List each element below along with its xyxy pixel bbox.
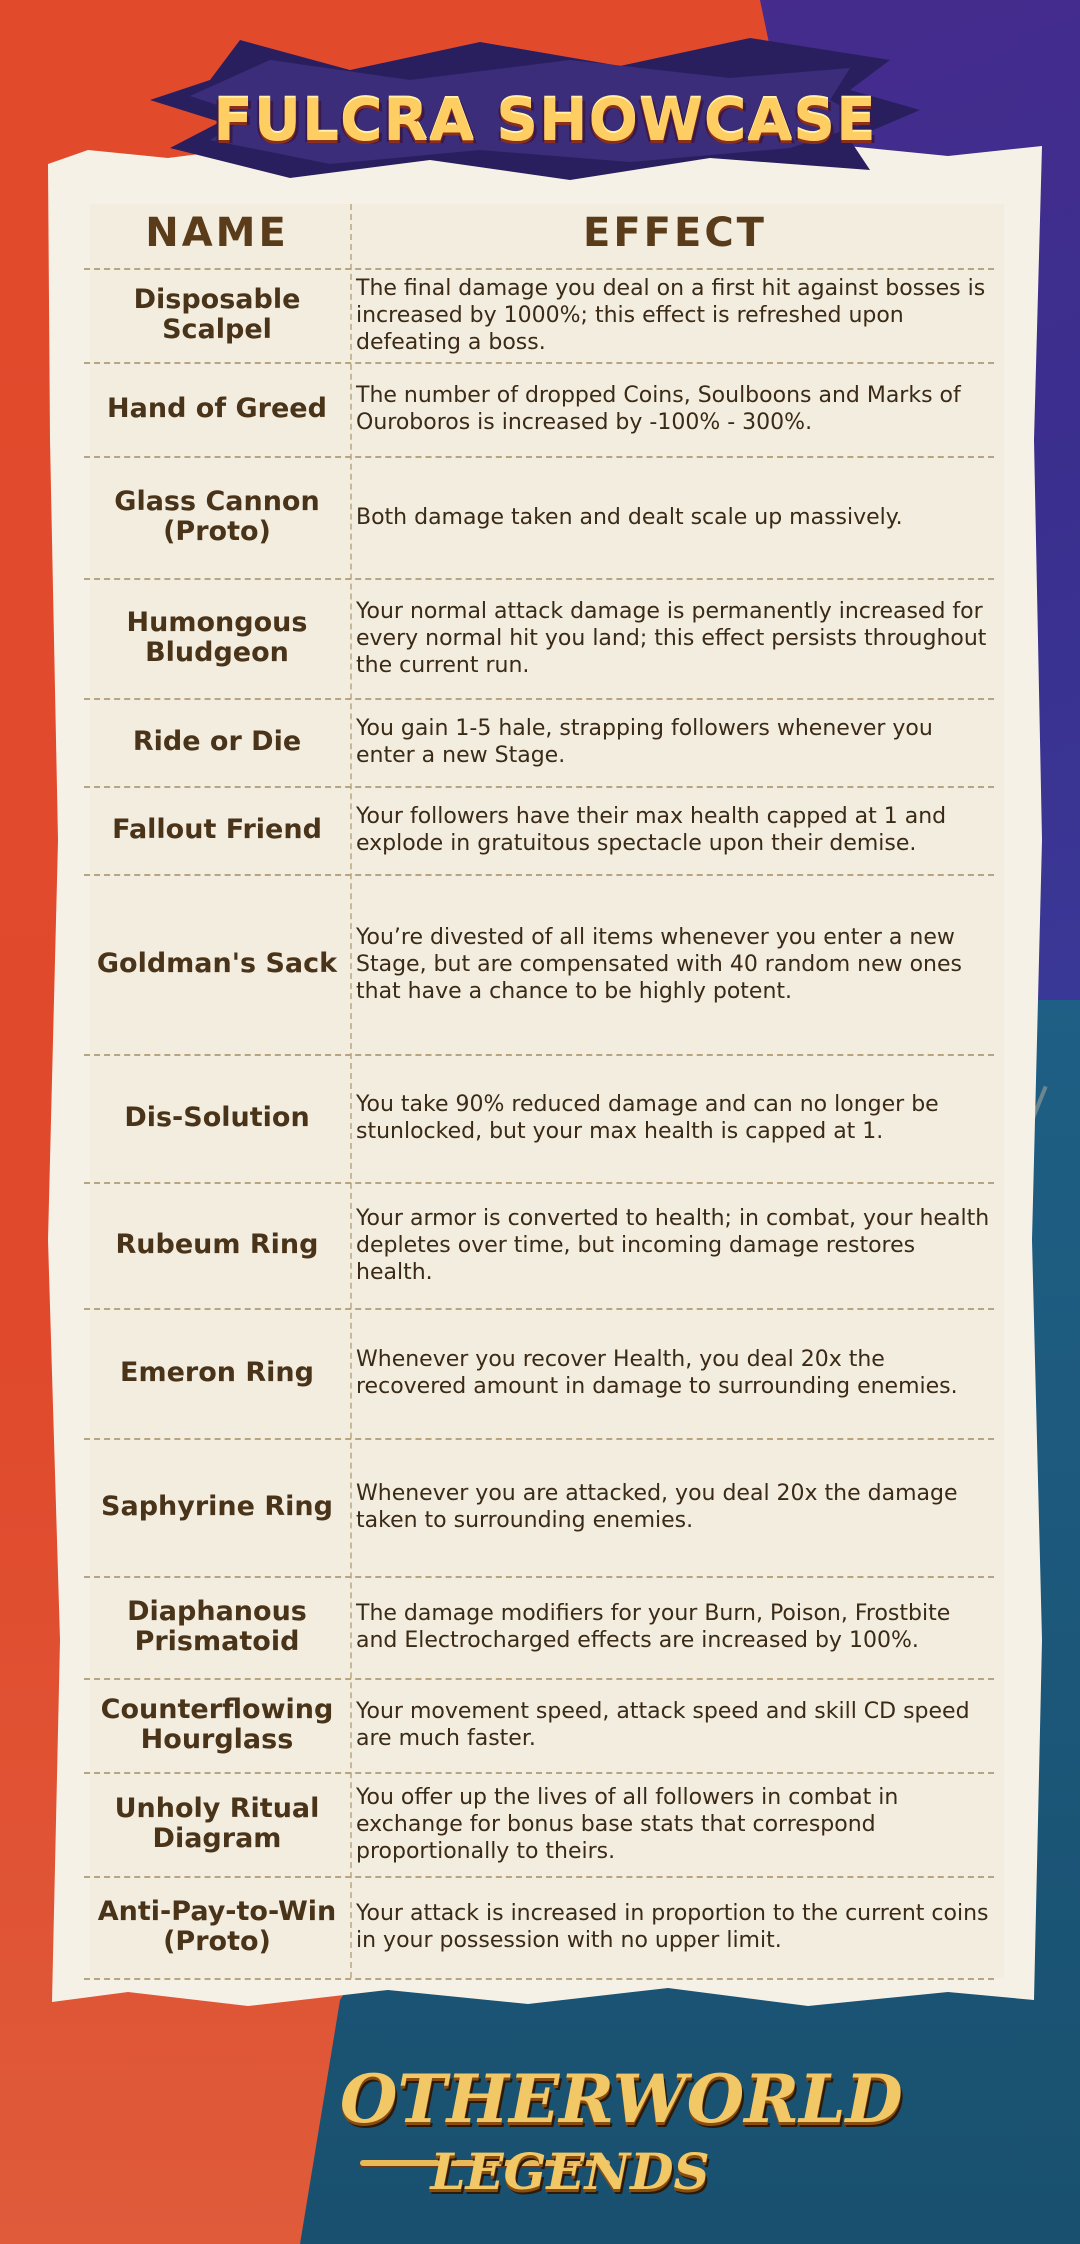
table-row bbox=[84, 1678, 994, 1772]
fulcra-effect: Whenever you are attacked, you deal 20x the damage taken to surrounding enemies. bbox=[356, 1481, 958, 1533]
table-row bbox=[84, 1876, 994, 1978]
table-row bbox=[84, 874, 994, 1054]
column-header-effect: EFFECT bbox=[583, 210, 767, 256]
fulcra-effect: You’re divested of all items whenever you enter a new Stage, but are compensated with 40 random new ones that have a chance to be highly potent. bbox=[356, 924, 962, 1004]
table-row bbox=[84, 1054, 994, 1182]
table-header bbox=[84, 204, 998, 268]
fulcra-name: Dis-Solution bbox=[124, 1102, 310, 1133]
fulcra-effect: Your movement speed, attack speed and skill CD speed are much faster. bbox=[356, 1699, 970, 1751]
fulcra-name: Hand of Greed bbox=[107, 393, 327, 424]
fulcra-name: Fallout Friend bbox=[112, 814, 322, 845]
table-row bbox=[84, 1182, 994, 1308]
fulcra-name: Goldman's Sack bbox=[96, 948, 338, 979]
fulcra-name: Rubeum Ring bbox=[115, 1229, 319, 1260]
fulcra-name: Anti-Pay-to-Win (Proto) bbox=[97, 1896, 337, 1957]
fulcra-effect: Your normal attack damage is permanently increased for every normal hit you land; this effect persists throughout the current run. bbox=[356, 598, 987, 678]
table-row bbox=[84, 1438, 994, 1576]
logo-line-1: OTHERWORLD bbox=[340, 2060, 903, 2138]
fulcra-effect: The damage modifiers for your Burn, Poison, Frostbite and Electrocharged effects are increased by 100%. bbox=[356, 1601, 951, 1653]
fulcra-name: Emeron Ring bbox=[120, 1357, 314, 1388]
fulcra-name: Saphyrine Ring bbox=[101, 1491, 333, 1522]
fulcra-name: Disposable Scalpel bbox=[133, 284, 301, 345]
table-row bbox=[84, 1772, 994, 1876]
row-divider bbox=[84, 1978, 994, 1980]
fulcra-name: Ride or Die bbox=[132, 726, 302, 757]
fulcra-effect: Your followers have their max health capped at 1 and explode in gratuitous spectacle upon their demise. bbox=[356, 804, 947, 856]
fulcra-effect: Your armor is converted to health; in combat, your health depletes over time, but incoming damage restores health. bbox=[356, 1205, 990, 1285]
fulcra-effect: Whenever you recover Health, you deal 20x the recovered amount in damage to surrounding enemies. bbox=[356, 1347, 958, 1399]
fulcra-effect: You take 90% reduced damage and can no longer be stunlocked, but your max health is capped at 1. bbox=[356, 1092, 939, 1144]
table-row bbox=[84, 698, 994, 786]
column-header-name: NAME bbox=[145, 210, 289, 256]
table-row bbox=[84, 578, 994, 698]
fulcra-name: Counterflowing Hourglass bbox=[100, 1694, 334, 1755]
logo-line-2: LEGENDS bbox=[430, 2142, 710, 2201]
fulcra-effect: Both damage taken and dealt scale up massively. bbox=[356, 504, 903, 530]
fulcra-effect: You offer up the lives of all followers in combat in exchange for bonus base stats that correspond proportionally to theirs. bbox=[356, 1784, 899, 1864]
fulcra-name: Glass Cannon (Proto) bbox=[114, 486, 320, 547]
fulcra-effect: You gain 1-5 hale, strapping followers whenever you enter a new Stage. bbox=[356, 716, 933, 768]
fulcra-name: Diaphanous Prismatoid bbox=[127, 1596, 307, 1657]
title-banner bbox=[150, 30, 940, 190]
fulcra-effect: Your attack is increased in proportion to the current coins in your possession with no upper limit. bbox=[356, 1901, 989, 1953]
fulcra-effect: The number of dropped Coins, Soulboons and Marks of Ouroboros is increased by -100% - 300%. bbox=[356, 383, 961, 435]
fulcra-name: Unholy Ritual Diagram bbox=[114, 1793, 320, 1854]
table-row bbox=[84, 268, 994, 362]
table-row bbox=[84, 786, 994, 874]
table-row bbox=[84, 1576, 994, 1678]
table-row bbox=[84, 362, 994, 456]
game-logo bbox=[340, 2050, 903, 2230]
fulcra-name: Humongous Bludgeon bbox=[126, 607, 308, 668]
page-title: FULCRA SHOWCASE bbox=[213, 86, 877, 154]
fulcra-effect: The final damage you deal on a first hit against bosses is increased by 1000%; this effect is refreshed upon defeating a boss. bbox=[356, 275, 986, 355]
table-row bbox=[84, 456, 994, 578]
table-row bbox=[84, 1308, 994, 1438]
